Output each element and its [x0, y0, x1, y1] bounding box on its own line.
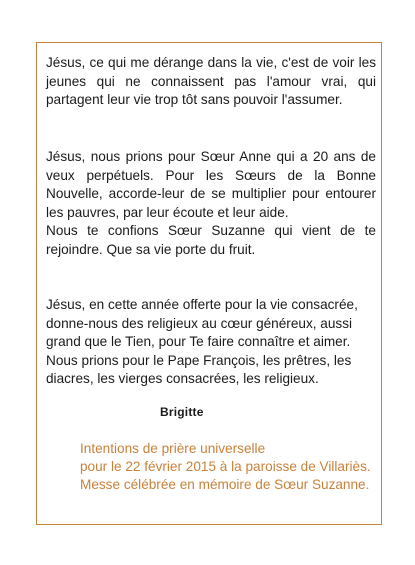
footer-caption — [80, 440, 371, 494]
text-line: Nouvelle, accorde-leur de se multiplier pour entourer — [46, 186, 376, 201]
footer-line: Intentions de prière universelle — [80, 441, 266, 456]
text-line: Nous te confions Sœur Suzanne qui vient de te — [46, 223, 376, 238]
prayer-paragraph-youth — [46, 54, 376, 110]
text-line: Jésus, ce qui me dérange dans la vie, c'est de voir les — [46, 55, 376, 70]
text-line: diacres, les vierges consacrées, les religieux. — [46, 371, 319, 386]
text-line: donne-nous des religieux au cœur généreux, aussi — [46, 315, 353, 331]
text-line: veux perpétuels. Pour les Sœurs de la Bonne — [46, 167, 376, 183]
text-line: jeunes qui ne connaissent pas l'amour vrai, qui — [46, 73, 376, 89]
footer-line: Messe célébrée en mémoire de Sœur Suzanne. — [80, 477, 370, 492]
prayer-paragraph-consecrated-life — [46, 296, 376, 389]
footer-line: pour le 22 février 2015 à la paroisse de Villariès. — [80, 459, 371, 474]
text-line: grand que le Tien, pour Te faire connaître et aimer. — [46, 334, 351, 349]
text-line: partagent leur vie trop tôt sans pouvoir l'assumer. — [46, 92, 343, 107]
text-line: les pauvres, par leur écoute et leur aide. — [46, 204, 289, 220]
text-line: Jésus, en cette année offerte pour la vie consacrée, — [46, 297, 358, 312]
text-line: Nous prions pour le Pape François, les prêtres, les — [46, 352, 352, 368]
prayer-paragraph-sisters — [46, 148, 376, 259]
text-line: rejoindre. Que sa vie porte du fruit. — [46, 241, 256, 257]
signature-name: Brigitte — [160, 405, 204, 419]
text-line: Jésus, nous prions pour Sœur Anne qui a 20 ans de — [46, 149, 376, 164]
